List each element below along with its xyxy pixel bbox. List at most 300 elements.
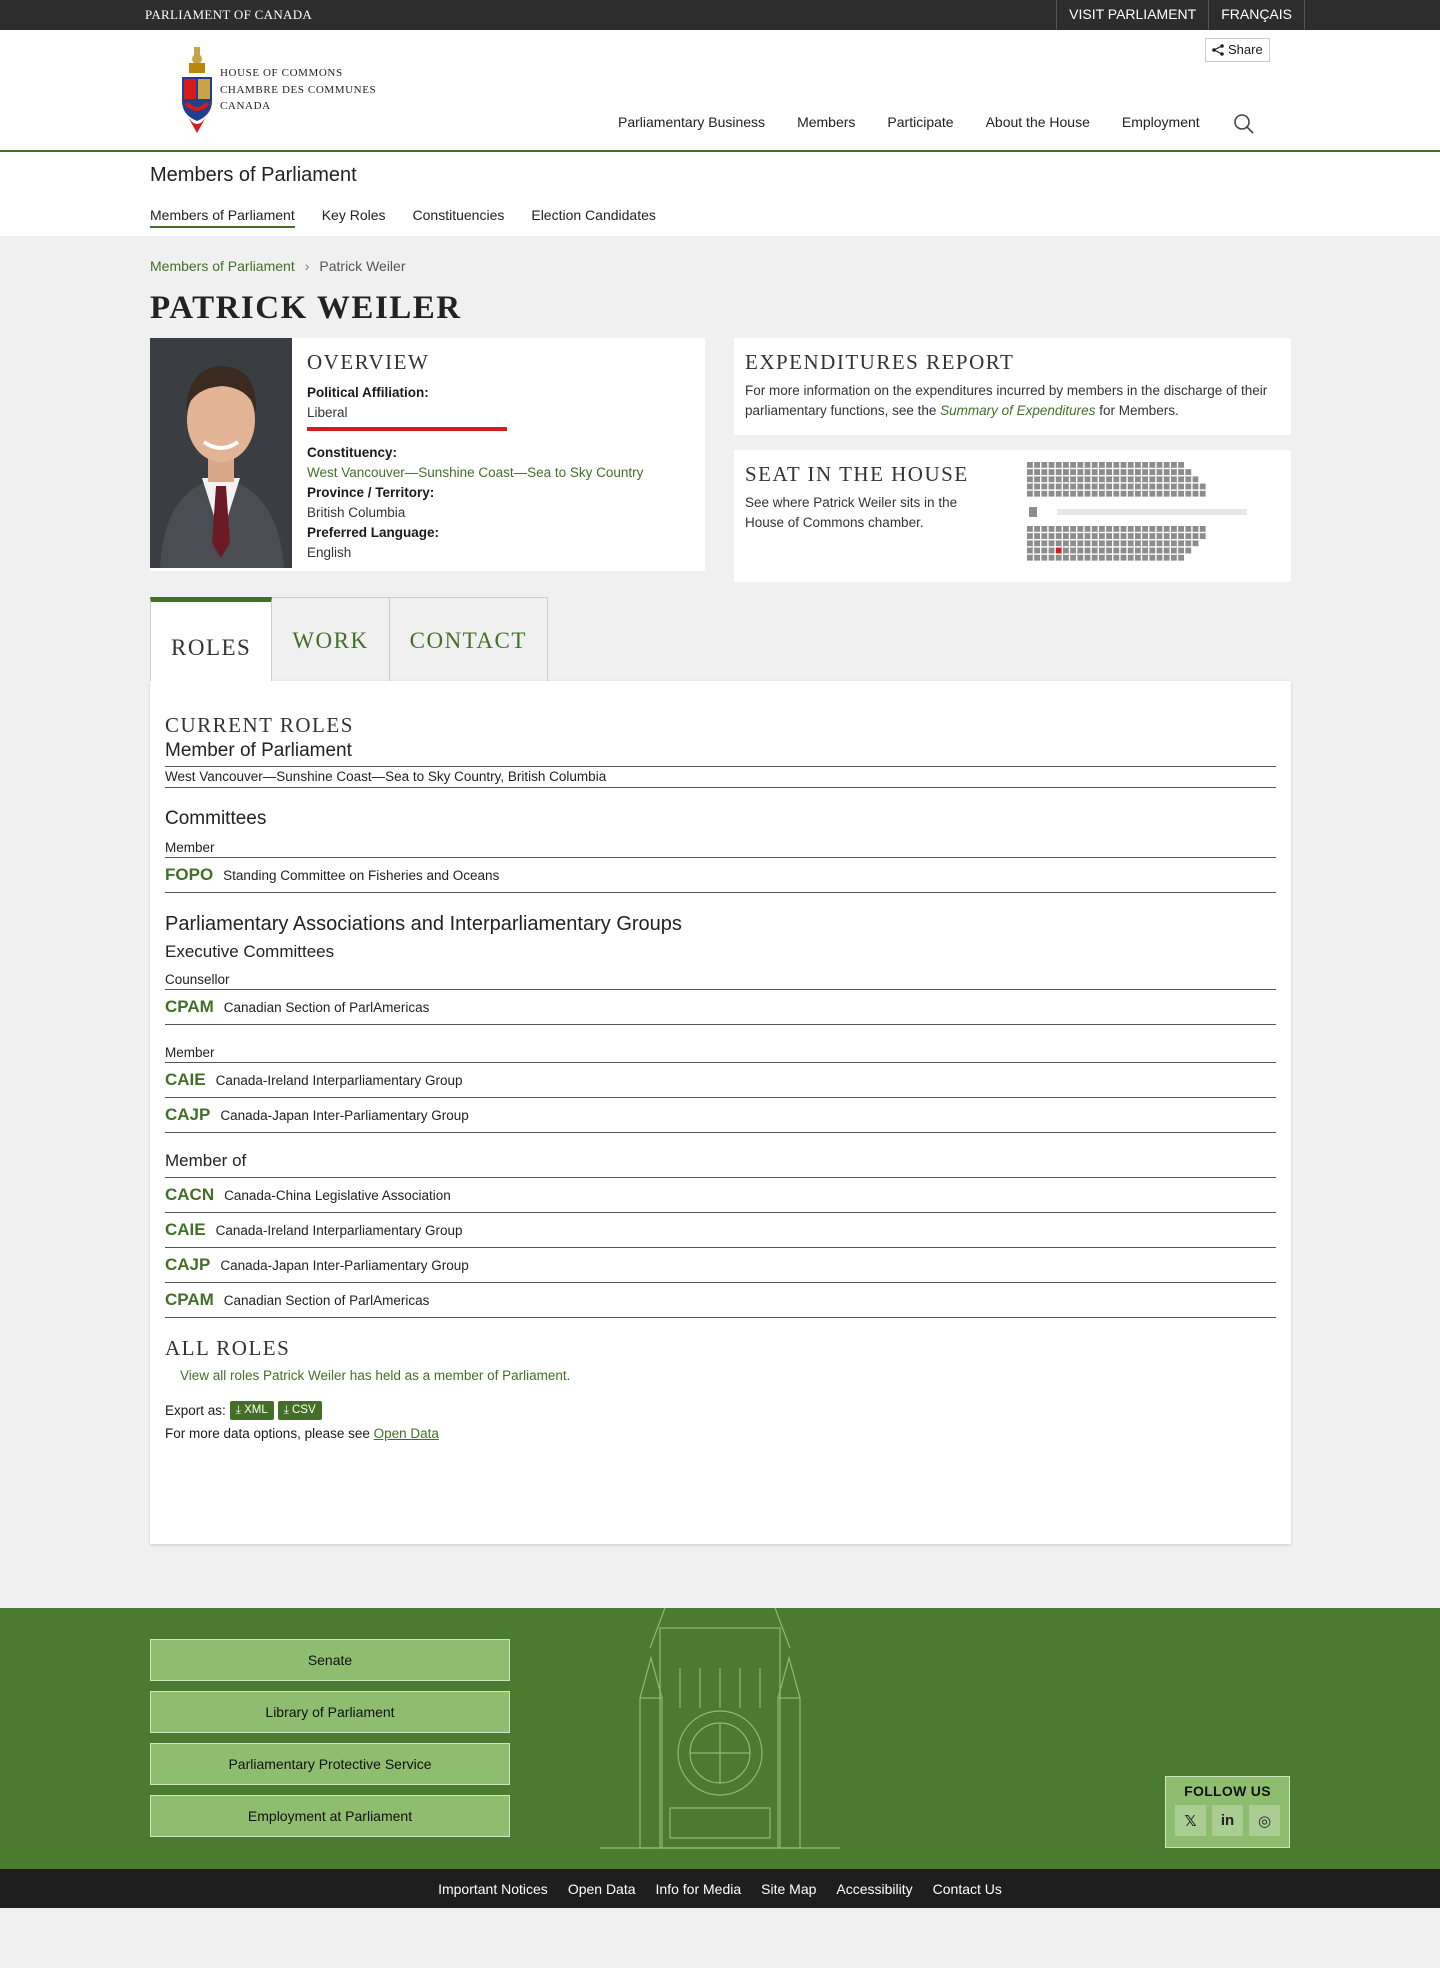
- seat: [1056, 533, 1062, 539]
- seat: [1085, 469, 1091, 475]
- seat: [1077, 533, 1083, 539]
- footer-open-data[interactable]: Open Data: [567, 1880, 636, 1897]
- overview-title: OVERVIEW: [307, 350, 430, 374]
- seat: [1121, 526, 1127, 532]
- seat: [1113, 526, 1119, 532]
- affiliation-label: Political Affiliation:: [307, 385, 429, 400]
- more-data-text: For more data options, please see: [165, 1426, 370, 1441]
- seat: [1157, 462, 1163, 468]
- seat: [1106, 491, 1112, 497]
- parliament-brand[interactable]: PARLIAMENT OF CANADA: [145, 7, 313, 22]
- seat: [1149, 533, 1155, 539]
- profile-tabs: [150, 597, 547, 681]
- seat: [1149, 469, 1155, 475]
- seat: [1041, 526, 1047, 532]
- counsellor-label: Counsellor: [165, 972, 1276, 990]
- seat: [1164, 462, 1170, 468]
- seat: [1121, 548, 1127, 554]
- seat: [1077, 462, 1083, 468]
- seat: [1092, 526, 1098, 532]
- seat: [1092, 548, 1098, 554]
- peace-tower-illustration: [590, 1608, 850, 1869]
- seat: [1085, 476, 1091, 482]
- seat: [1070, 476, 1076, 482]
- export-csv-button[interactable]: [278, 1401, 322, 1420]
- follow-us-box: [1165, 1776, 1290, 1848]
- seat: [1099, 462, 1105, 468]
- seat: [1135, 469, 1141, 475]
- footer-employment-button[interactable]: Employment at Parliament: [150, 1795, 510, 1837]
- seat: [1049, 555, 1055, 561]
- nav-members[interactable]: Members: [797, 114, 856, 130]
- roles-panel: [150, 681, 1291, 1544]
- seat: [1142, 476, 1148, 482]
- seat: [1085, 533, 1091, 539]
- footer-library-button[interactable]: Library of Parliament: [150, 1691, 510, 1733]
- seat: [1041, 533, 1047, 539]
- seat: [1185, 469, 1191, 475]
- seat: [1041, 462, 1047, 468]
- top-bar: [0, 0, 1440, 30]
- footer-senate-button[interactable]: Senate: [150, 1639, 510, 1681]
- seat: [1171, 491, 1177, 497]
- seat: [1041, 469, 1047, 475]
- seat: [1157, 484, 1163, 490]
- seat: [1178, 548, 1184, 554]
- summary-of-expenditures-link[interactable]: Summary of Expenditures: [940, 403, 1096, 418]
- language-value: English: [307, 545, 352, 560]
- crest-icon: [180, 45, 214, 135]
- chamber-floor: [1057, 509, 1247, 515]
- footer-site-map[interactable]: Site Map: [761, 1880, 817, 1897]
- seat: [1063, 548, 1069, 554]
- seat: [1034, 548, 1040, 554]
- seat: [1113, 462, 1119, 468]
- seat: [1063, 533, 1069, 539]
- committee-code[interactable]: FOPO: [165, 865, 214, 884]
- expenditures-card: [734, 338, 1291, 435]
- seat: [1142, 548, 1148, 554]
- seat: [1157, 526, 1163, 532]
- associations-title: Parliamentary Associations and Interparliamentary Groups: [165, 913, 682, 935]
- seat: [1034, 491, 1040, 497]
- seat: [1121, 555, 1127, 561]
- seat: [1034, 540, 1040, 546]
- seat: [1056, 469, 1062, 475]
- association-name: Canada-Ireland Interparliamentary Group: [215, 1072, 463, 1088]
- seat: [1049, 484, 1055, 490]
- seat: [1027, 526, 1033, 532]
- seat: [1164, 548, 1170, 554]
- seat: [1128, 484, 1134, 490]
- seat: [1178, 533, 1184, 539]
- page-title: PATRICK WEILER: [150, 290, 462, 326]
- seat: [1149, 555, 1155, 561]
- province-label: Province / Territory:: [307, 485, 435, 500]
- seat: [1135, 526, 1141, 532]
- house-of-commons-logo[interactable]: [180, 45, 376, 135]
- seat: [1149, 476, 1155, 482]
- tab-work[interactable]: WORK: [271, 597, 389, 681]
- language-label: Preferred Language:: [307, 525, 440, 540]
- seat: [1113, 469, 1119, 475]
- visit-parliament-link[interactable]: VISIT PARLIAMENT: [1056, 0, 1208, 30]
- seat: [1164, 533, 1170, 539]
- seat: [1027, 476, 1033, 482]
- download-icon: ⤓: [235, 1404, 245, 1416]
- nav-employment[interactable]: Employment: [1121, 114, 1200, 130]
- seat: [1049, 469, 1055, 475]
- seat: [1185, 526, 1191, 532]
- seat: [1193, 533, 1199, 539]
- seat: [1149, 540, 1155, 546]
- seat: [1185, 476, 1191, 482]
- seat: [1149, 462, 1155, 468]
- seat: [1027, 533, 1033, 539]
- expenditures-text-end: for Members.: [1099, 403, 1179, 418]
- constituency-link[interactable]: West Vancouver—Sunshine Coast—Sea to Sky Country: [307, 465, 644, 480]
- seat: [1085, 540, 1091, 546]
- seat: [1171, 540, 1177, 546]
- seat: [1049, 533, 1055, 539]
- seat: [1070, 548, 1076, 554]
- seat: [1128, 526, 1134, 532]
- logo-line-1: HOUSE OF COMMONS: [220, 67, 343, 80]
- seat: [1099, 476, 1105, 482]
- seat: [1128, 462, 1134, 468]
- seat: [1063, 484, 1069, 490]
- seat: [1077, 526, 1083, 532]
- seat: [1106, 533, 1112, 539]
- breadcrumb-current: Patrick Weiler: [319, 258, 406, 274]
- expenditures-title: EXPENDITURES REPORT: [745, 350, 1015, 374]
- seat: [1027, 469, 1033, 475]
- seat: [1056, 484, 1062, 490]
- overview-card: [150, 338, 705, 571]
- seat: [1077, 476, 1083, 482]
- seat: [1070, 555, 1076, 561]
- breadcrumb: [150, 258, 405, 274]
- seat: [1128, 476, 1134, 482]
- seat: [1027, 484, 1033, 490]
- seat: [1142, 491, 1148, 497]
- tab-roles[interactable]: ROLES: [150, 597, 272, 681]
- seat: [1135, 491, 1141, 497]
- seat: [1178, 484, 1184, 490]
- seat: [1200, 491, 1206, 497]
- speaker-chair: [1029, 507, 1037, 517]
- seat: [1135, 484, 1141, 490]
- seat: [1049, 491, 1055, 497]
- search-icon[interactable]: [1233, 113, 1255, 135]
- association-code[interactable]: CACN: [165, 1185, 215, 1204]
- list-item: [165, 1248, 1276, 1283]
- seat: [1092, 469, 1098, 475]
- seat: [1135, 540, 1141, 546]
- seat: [1164, 469, 1170, 475]
- seat: [1128, 540, 1134, 546]
- seat: [1178, 526, 1184, 532]
- seat: [1128, 548, 1134, 554]
- seat: [1200, 533, 1206, 539]
- seat: [1106, 469, 1112, 475]
- seat: [1128, 533, 1134, 539]
- seat: [1164, 555, 1170, 561]
- seat: [1113, 533, 1119, 539]
- seat: [1178, 462, 1184, 468]
- seat: [1121, 484, 1127, 490]
- seat: [1077, 484, 1083, 490]
- seat: [1099, 526, 1105, 532]
- seat: [1099, 533, 1105, 539]
- seat: [1142, 540, 1148, 546]
- affiliation-value: Liberal: [307, 405, 348, 420]
- seat: [1171, 555, 1177, 561]
- seat: [1027, 548, 1033, 554]
- breadcrumb-parent[interactable]: Members of Parliament: [150, 258, 295, 274]
- seat: [1034, 469, 1040, 475]
- seat: [1185, 540, 1191, 546]
- seat: [1149, 491, 1155, 497]
- seat: [1106, 548, 1112, 554]
- association-name: Canadian Section of ParlAmericas: [223, 1292, 430, 1308]
- seat: [1185, 484, 1191, 490]
- seat: [1034, 555, 1040, 561]
- footer-links: [0, 1869, 1440, 1908]
- seat: [1034, 526, 1040, 532]
- seat: [1041, 476, 1047, 482]
- seat: [1171, 476, 1177, 482]
- seat: [1185, 491, 1191, 497]
- seat: [1171, 548, 1177, 554]
- x-icon[interactable]: 𝕏: [1175, 1805, 1206, 1836]
- seat: [1200, 484, 1206, 490]
- seat: [1157, 491, 1163, 497]
- seat-text: See where Patrick Weiler sits in the House of Commons chamber.: [745, 495, 958, 530]
- section-title: Members of Parliament: [150, 164, 357, 186]
- seat: [1171, 462, 1177, 468]
- seat: [1135, 555, 1141, 561]
- seat: [1070, 469, 1076, 475]
- seat: [1070, 540, 1076, 546]
- seat: [1121, 476, 1127, 482]
- export-label: Export as:: [165, 1403, 226, 1418]
- seat: [1121, 462, 1127, 468]
- export-csv-label: CSV: [292, 1404, 316, 1416]
- seat: [1092, 476, 1098, 482]
- seat: [1164, 484, 1170, 490]
- seat: [1157, 469, 1163, 475]
- seat: [1106, 540, 1112, 546]
- footer-protective-service-button[interactable]: Parliamentary Protective Service: [150, 1743, 510, 1785]
- instagram-icon[interactable]: ◎: [1249, 1805, 1280, 1836]
- seat: [1185, 548, 1191, 554]
- subnav-members-of-parliament[interactable]: Members of Parliament: [150, 207, 295, 228]
- main-nav: [618, 114, 1200, 130]
- seat: [1164, 476, 1170, 482]
- seat: [1113, 476, 1119, 482]
- seat: [1092, 484, 1098, 490]
- seat: [1063, 526, 1069, 532]
- association-code[interactable]: CAJP: [165, 1255, 211, 1274]
- share-button[interactable]: [1205, 38, 1270, 62]
- list-item: [165, 990, 1276, 1025]
- footer-accessibility[interactable]: Accessibility: [836, 1880, 913, 1897]
- seat: [1178, 540, 1184, 546]
- seat-card: [734, 450, 1291, 582]
- association-name: Canadian Section of ParlAmericas: [223, 999, 430, 1015]
- member-of-title: Member of: [165, 1151, 1276, 1178]
- footer-contact-us[interactable]: Contact Us: [932, 1880, 1002, 1897]
- export-xml-label: XML: [244, 1404, 268, 1416]
- seat: [1027, 491, 1033, 497]
- seat: [1157, 555, 1163, 561]
- seat: [1063, 462, 1069, 468]
- seat: [1085, 526, 1091, 532]
- seat: [1128, 469, 1134, 475]
- seat: [1049, 476, 1055, 482]
- seat: [1157, 540, 1163, 546]
- association-name: Canada-Ireland Interparliamentary Group: [215, 1222, 463, 1238]
- association-code[interactable]: CAJP: [165, 1105, 211, 1124]
- association-code[interactable]: CPAM: [165, 997, 214, 1016]
- seat: [1085, 555, 1091, 561]
- seat: [1070, 491, 1076, 497]
- seat: [1142, 469, 1148, 475]
- seat: [1056, 462, 1062, 468]
- seat: [1041, 484, 1047, 490]
- mp-role-title: Member of Parliament: [165, 740, 352, 761]
- member-label: Member: [165, 1045, 1276, 1063]
- seat: [1099, 548, 1105, 554]
- open-data-link[interactable]: Open Data: [373, 1426, 439, 1441]
- seat: [1085, 462, 1091, 468]
- seat: [1049, 548, 1055, 554]
- committee-name: Standing Committee on Fisheries and Oceans: [223, 867, 500, 883]
- seat: [1049, 462, 1055, 468]
- seat: [1063, 476, 1069, 482]
- seat: [1056, 476, 1062, 482]
- subnav-key-roles[interactable]: Key Roles: [321, 207, 386, 223]
- nav-about-the-house[interactable]: About the House: [985, 114, 1090, 130]
- seat: [1099, 484, 1105, 490]
- seat: [1049, 526, 1055, 532]
- seat: [1178, 476, 1184, 482]
- province-value: British Columbia: [307, 505, 406, 520]
- share-label: Share: [1228, 42, 1263, 57]
- seat: [1041, 491, 1047, 497]
- logo-line-3: CANADA: [220, 100, 271, 113]
- seat: [1063, 540, 1069, 546]
- seat: [1121, 533, 1127, 539]
- seat-title: SEAT IN THE HOUSE: [745, 462, 969, 486]
- linkedin-icon[interactable]: in: [1212, 1805, 1243, 1836]
- subnav-constituencies[interactable]: Constituencies: [412, 207, 505, 223]
- seat: [1135, 476, 1141, 482]
- list-item: [165, 858, 1276, 893]
- seat: [1099, 491, 1105, 497]
- seat: [1164, 491, 1170, 497]
- constituency-label: Constituency:: [307, 445, 398, 460]
- seat: [1070, 484, 1076, 490]
- seat: [1106, 526, 1112, 532]
- section-header: [0, 152, 1440, 236]
- seat: [1063, 491, 1069, 497]
- seat: [1077, 555, 1083, 561]
- seat: [1077, 548, 1083, 554]
- seat: [1193, 540, 1199, 546]
- nav-participate[interactable]: Participate: [887, 114, 954, 130]
- share-icon: [1212, 44, 1224, 56]
- seat: [1121, 491, 1127, 497]
- seat: [1106, 462, 1112, 468]
- seat: [1056, 540, 1062, 546]
- seat: [1027, 555, 1033, 561]
- seat: [1135, 533, 1141, 539]
- nav-parliamentary-business[interactable]: Parliamentary Business: [618, 114, 766, 130]
- seat: [1113, 555, 1119, 561]
- seat: [1200, 526, 1206, 532]
- association-code[interactable]: CPAM: [165, 1290, 214, 1309]
- seat: [1034, 462, 1040, 468]
- seat: [1193, 484, 1199, 490]
- seat: [1106, 476, 1112, 482]
- seat: [1121, 540, 1127, 546]
- seat: [1113, 484, 1119, 490]
- seat: [1157, 548, 1163, 554]
- language-toggle-link[interactable]: FRANÇAIS: [1208, 0, 1305, 30]
- seat: [1092, 462, 1098, 468]
- association-code[interactable]: CAIE: [165, 1070, 206, 1089]
- seat: [1092, 555, 1098, 561]
- footer-important-notices[interactable]: Important Notices: [438, 1880, 548, 1897]
- seat: [1193, 491, 1199, 497]
- current-roles-title: CURRENT ROLES: [165, 713, 354, 737]
- party-color-bar: [307, 427, 507, 431]
- seat: [1041, 540, 1047, 546]
- export-xml-button[interactable]: [230, 1401, 274, 1420]
- seat: [1164, 526, 1170, 532]
- seat: [1063, 555, 1069, 561]
- seat: [1142, 462, 1148, 468]
- association-code[interactable]: CAIE: [165, 1220, 206, 1239]
- seat: [1034, 533, 1040, 539]
- follow-us-label: FOLLOW US: [1184, 1783, 1271, 1799]
- seat: [1142, 484, 1148, 490]
- association-name: Canada-Japan Inter-Parliamentary Group: [220, 1257, 469, 1273]
- seat: [1027, 540, 1033, 546]
- seat: [1092, 533, 1098, 539]
- seat: [1085, 491, 1091, 497]
- list-item: [165, 1283, 1276, 1318]
- seat: [1041, 555, 1047, 561]
- member-seat: [1056, 548, 1062, 554]
- seat: [1106, 555, 1112, 561]
- seat: [1063, 469, 1069, 475]
- seat: [1171, 469, 1177, 475]
- footer-info-for-media[interactable]: Info for Media: [655, 1880, 742, 1897]
- subnav-election-candidates[interactable]: Election Candidates: [531, 207, 656, 223]
- download-icon: ⤓: [283, 1404, 292, 1416]
- seat: [1085, 484, 1091, 490]
- seat: [1171, 526, 1177, 532]
- view-all-roles-link[interactable]: View all roles Patrick Weiler has held as a member of Parliament.: [180, 1368, 571, 1383]
- seat: [1077, 540, 1083, 546]
- list-item: [165, 1063, 1276, 1098]
- tab-contact[interactable]: CONTACT: [389, 597, 548, 681]
- list-item: [165, 1178, 1276, 1213]
- seat-map[interactable]: [1027, 462, 1257, 570]
